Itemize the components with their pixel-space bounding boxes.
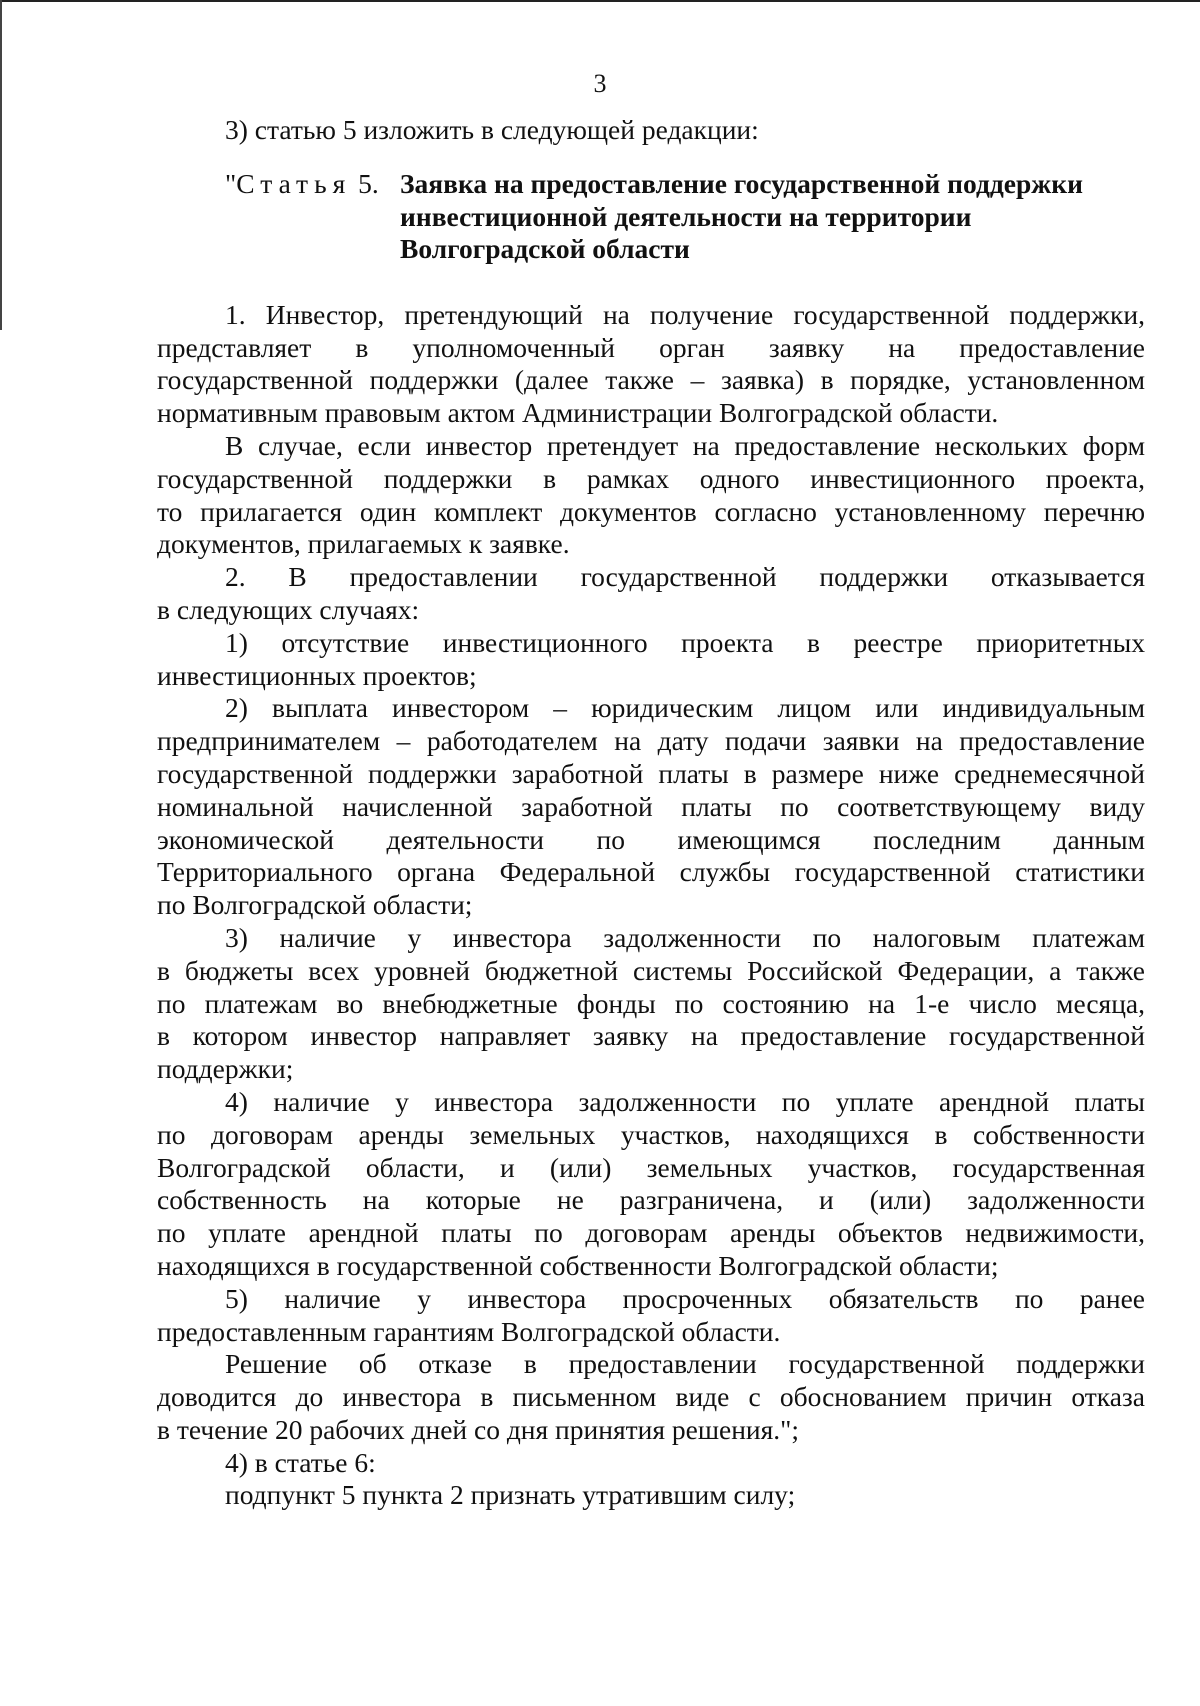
body-line: Решение об отказе в предоставлении государственной поддержки bbox=[225, 1348, 1145, 1380]
article-heading bbox=[157, 168, 1145, 284]
body-line: представляет в уполномоченный орган заявку на предоставление bbox=[157, 331, 1145, 363]
body-line: 3) наличие у инвестора задолженности по налоговым платежам bbox=[225, 921, 1145, 953]
body-line: государственной поддержки заработной платы в размере ниже среднемесячной bbox=[157, 757, 1145, 789]
body-line: 2. В предоставлении государственной поддержки отказывается bbox=[225, 561, 1145, 593]
body-line: в бюджеты всех уровней бюджетной системы Российской Федерации, а также bbox=[157, 954, 1145, 986]
body-line: по уплате арендной платы по договорам аренды объектов недвижимости, bbox=[157, 1217, 1145, 1249]
body-line: находящихся в государственной собственности Волгоградской области; bbox=[157, 1249, 999, 1281]
body-line: по Волгоградской области; bbox=[157, 889, 473, 921]
article-number: 5. bbox=[358, 167, 379, 199]
body-line: государственной поддержки (далее также – заявка) в порядке, установленном bbox=[157, 364, 1145, 396]
body-line: доводится до инвестора в письменном виде с обоснованием причин отказа bbox=[157, 1381, 1145, 1413]
body-line: В случае, если инвестор претендует на предоставление нескольких форм bbox=[225, 429, 1145, 461]
body-line: в течение 20 рабочих дней со дня принятия решения."; bbox=[157, 1413, 800, 1445]
body-line: предпринимателем – работодателем на дату подачи заявки на предоставление bbox=[157, 725, 1145, 757]
body-line: собственность на которые не разграничена, и (или) задолженности bbox=[157, 1184, 1145, 1216]
body-line: в следующих случаях: bbox=[157, 593, 420, 625]
body-line: 4) в статье 6: bbox=[225, 1446, 376, 1478]
scan-top-edge bbox=[0, 0, 1200, 2]
scan-left-edge bbox=[0, 0, 2, 330]
article-quote-open: " bbox=[225, 167, 237, 199]
body-line: подпункт 5 пункта 2 признать утратившим силу; bbox=[225, 1479, 796, 1511]
body-line: Волгоградской области, и (или) земельных участков, государственная bbox=[157, 1151, 1145, 1183]
body-line: по платежам во внебюджетные фонды по состоянию на 1-е число месяца, bbox=[157, 987, 1145, 1019]
article-label bbox=[225, 168, 379, 201]
body-line: инвестиционных проектов; bbox=[157, 659, 477, 691]
body-line: документов, прилагаемых к заявке. bbox=[157, 528, 570, 560]
body-line: 1. Инвестор, претендующий на получение государственной поддержки, bbox=[225, 298, 1145, 330]
body-line: в котором инвестор направляет заявку на предоставление государственной bbox=[157, 1020, 1145, 1052]
article-title bbox=[400, 168, 1083, 266]
body-line: 2) выплата инвестором – юридическим лицом или индивидуальным bbox=[225, 692, 1145, 724]
body-line: нормативным правовым актом Администрации Волгоградской области. bbox=[157, 397, 999, 429]
body-line: по договорам аренды земельных участков, находящихся в собственности bbox=[157, 1118, 1145, 1150]
intro-line: 3) статью 5 изложить в следующей редакции: bbox=[225, 114, 759, 145]
body-line: государственной поддержки в рамках одного инвестиционного проекта, bbox=[157, 462, 1145, 494]
body-line: 1) отсутствие инвестиционного проекта в реестре приоритетных bbox=[225, 626, 1145, 658]
body-line: экономической деятельности по имеющимся последним данным bbox=[157, 823, 1145, 855]
article-label-text: Статья bbox=[236, 167, 352, 199]
document-body bbox=[157, 114, 1145, 1512]
page-number: 3 bbox=[593, 69, 607, 98]
body-line: то прилагается один комплект документов согласно установленному перечню bbox=[157, 495, 1145, 527]
body-line: Территориального органа Федеральной службы государственной статистики bbox=[157, 856, 1145, 888]
body-line: 5) наличие у инвестора просроченных обязательств по ранее bbox=[225, 1282, 1145, 1314]
body-line: предоставленным гарантиям Волгоградской области. bbox=[157, 1315, 781, 1347]
article-title-line: Заявка на предоставление государственной поддержки bbox=[400, 167, 1083, 199]
body-line: номинальной начисленной заработной платы по соответствующему виду bbox=[157, 790, 1145, 822]
article-title-line: инвестиционной деятельности на территории bbox=[400, 200, 972, 232]
body-line: поддержки; bbox=[157, 1053, 294, 1085]
article-title-line: Волгоградской области bbox=[400, 233, 690, 265]
body-line: 4) наличие у инвестора задолженности по уплате арендной платы bbox=[225, 1085, 1145, 1117]
